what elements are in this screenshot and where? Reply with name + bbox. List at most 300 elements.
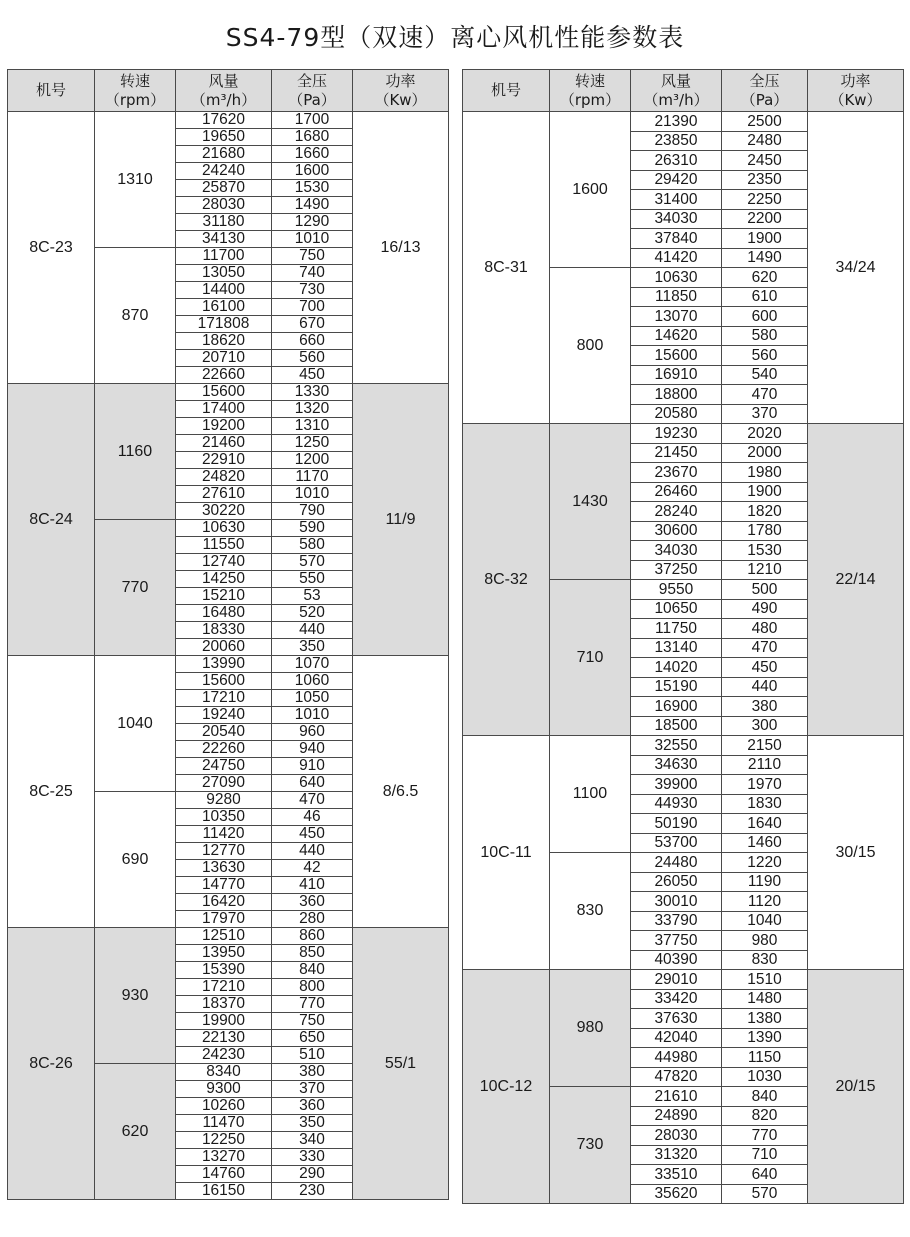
airflow-cell: 10350 [176, 809, 272, 826]
pressure-cell: 46 [272, 809, 353, 826]
rpm-cell: 1430 [550, 424, 631, 580]
airflow-cell: 11470 [176, 1115, 272, 1132]
airflow-cell: 20580 [631, 404, 722, 424]
header-row [8, 70, 449, 112]
pressure-cell: 790 [272, 503, 353, 520]
pressure-cell: 340 [272, 1132, 353, 1149]
airflow-cell: 18620 [176, 333, 272, 350]
airflow-cell: 11850 [631, 287, 722, 307]
pressure-cell: 580 [272, 537, 353, 554]
airflow-cell: 30010 [631, 892, 722, 912]
pressure-cell: 750 [272, 248, 353, 265]
rpm-cell: 1160 [95, 384, 176, 520]
airflow-cell: 24750 [176, 758, 272, 775]
pressure-cell: 1120 [722, 892, 808, 912]
airflow-cell: 22660 [176, 367, 272, 384]
pressure-cell: 660 [272, 333, 353, 350]
airflow-cell: 17620 [176, 112, 272, 129]
pressure-cell: 1510 [722, 970, 808, 990]
pressure-cell: 590 [272, 520, 353, 537]
pressure-cell: 1380 [722, 1009, 808, 1029]
table-row [8, 384, 449, 401]
airflow-cell: 10630 [631, 268, 722, 288]
pressure-cell: 2020 [722, 424, 808, 444]
airflow-cell: 24230 [176, 1047, 272, 1064]
table-row [463, 736, 904, 756]
airflow-cell: 15390 [176, 962, 272, 979]
header-cell [631, 70, 722, 112]
pressure-cell: 380 [722, 697, 808, 717]
header-label: 功率 [385, 71, 416, 90]
airflow-cell: 33420 [631, 989, 722, 1009]
airflow-cell: 12510 [176, 928, 272, 945]
airflow-cell: 16150 [176, 1183, 272, 1200]
pressure-cell: 450 [272, 367, 353, 384]
airflow-cell: 19650 [176, 129, 272, 146]
pressure-cell: 1320 [272, 401, 353, 418]
power-cell: 8/6.5 [353, 656, 449, 928]
airflow-cell: 18330 [176, 622, 272, 639]
pressure-cell: 830 [722, 950, 808, 970]
pressure-cell: 1310 [272, 418, 353, 435]
pressure-cell: 520 [272, 605, 353, 622]
header-unit: （m³/h） [643, 90, 709, 109]
pressure-cell: 560 [722, 346, 808, 366]
airflow-cell: 17970 [176, 911, 272, 928]
airflow-cell: 33790 [631, 911, 722, 931]
airflow-cell: 19200 [176, 418, 272, 435]
pressure-cell: 350 [272, 639, 353, 656]
airflow-cell: 28030 [176, 197, 272, 214]
power-cell: 11/9 [353, 384, 449, 656]
airflow-cell: 24890 [631, 1106, 722, 1126]
pressure-cell: 1210 [722, 560, 808, 580]
header-label: 风量 [208, 71, 239, 90]
airflow-cell: 9300 [176, 1081, 272, 1098]
airflow-cell: 16480 [176, 605, 272, 622]
airflow-cell: 15600 [631, 346, 722, 366]
pressure-cell: 1070 [272, 656, 353, 673]
pressure-cell: 1190 [722, 872, 808, 892]
pressure-cell: 1830 [722, 794, 808, 814]
model-cell: 8C-25 [8, 656, 95, 928]
airflow-cell: 18800 [631, 385, 722, 405]
pressure-cell: 1010 [272, 231, 353, 248]
airflow-cell: 14620 [631, 326, 722, 346]
pressure-cell: 1530 [272, 180, 353, 197]
table-row [463, 970, 904, 990]
pressure-cell: 440 [272, 843, 353, 860]
airflow-cell: 30220 [176, 503, 272, 520]
airflow-cell: 16900 [631, 697, 722, 717]
pressure-cell: 2000 [722, 443, 808, 463]
header-label: 功率 [840, 71, 871, 90]
pressure-cell: 610 [722, 287, 808, 307]
rpm-cell: 1600 [550, 112, 631, 268]
header-cell [353, 70, 449, 112]
pressure-cell: 480 [722, 619, 808, 639]
airflow-cell: 12250 [176, 1132, 272, 1149]
rpm-cell: 980 [550, 970, 631, 1087]
airflow-cell: 26460 [631, 482, 722, 502]
pressure-cell: 750 [272, 1013, 353, 1030]
pressure-cell: 1460 [722, 833, 808, 853]
rpm-cell: 930 [95, 928, 176, 1064]
pressure-cell: 540 [722, 365, 808, 385]
airflow-cell: 11700 [176, 248, 272, 265]
pressure-cell: 490 [722, 599, 808, 619]
power-cell: 22/14 [808, 424, 904, 736]
pressure-cell: 1900 [722, 229, 808, 249]
power-cell: 16/13 [353, 112, 449, 384]
pressure-cell: 1900 [722, 482, 808, 502]
pressure-cell: 300 [722, 716, 808, 736]
airflow-cell: 14020 [631, 658, 722, 678]
pressure-cell: 280 [272, 911, 353, 928]
airflow-cell: 10630 [176, 520, 272, 537]
pressure-cell: 1200 [272, 452, 353, 469]
airflow-cell: 21460 [176, 435, 272, 452]
pressure-cell: 450 [722, 658, 808, 678]
table-row [8, 928, 449, 945]
pressure-cell: 2500 [722, 112, 808, 132]
airflow-cell: 10650 [631, 599, 722, 619]
airflow-cell: 27090 [176, 775, 272, 792]
airflow-cell: 39900 [631, 775, 722, 795]
pressure-cell: 1290 [272, 214, 353, 231]
pressure-cell: 1680 [272, 129, 353, 146]
pressure-cell: 770 [722, 1126, 808, 1146]
airflow-cell: 28030 [631, 1126, 722, 1146]
pressure-cell: 360 [272, 1098, 353, 1115]
airflow-cell: 40390 [631, 950, 722, 970]
pressure-cell: 440 [272, 622, 353, 639]
pressure-cell: 2110 [722, 755, 808, 775]
pressure-cell: 2150 [722, 736, 808, 756]
model-cell: 10C-12 [463, 970, 550, 1204]
airflow-cell: 13070 [631, 307, 722, 327]
airflow-cell: 50190 [631, 814, 722, 834]
airflow-cell: 22130 [176, 1030, 272, 1047]
pressure-cell: 370 [722, 404, 808, 424]
pressure-cell: 1330 [272, 384, 353, 401]
airflow-cell: 14400 [176, 282, 272, 299]
pressure-cell: 470 [722, 385, 808, 405]
airflow-cell: 29010 [631, 970, 722, 990]
airflow-cell: 16910 [631, 365, 722, 385]
pressure-cell: 960 [272, 724, 353, 741]
header-cell [722, 70, 808, 112]
pressure-cell: 740 [272, 265, 353, 282]
airflow-cell: 23850 [631, 131, 722, 151]
airflow-cell: 42040 [631, 1028, 722, 1048]
pressure-cell: 670 [272, 316, 353, 333]
airflow-cell: 24820 [176, 469, 272, 486]
pressure-cell: 1010 [272, 707, 353, 724]
airflow-cell: 34630 [631, 755, 722, 775]
rpm-cell: 690 [95, 792, 176, 928]
pressure-cell: 1030 [722, 1067, 808, 1087]
pressure-cell: 230 [272, 1183, 353, 1200]
pressure-cell: 800 [272, 979, 353, 996]
pressure-cell: 1490 [272, 197, 353, 214]
airflow-cell: 34030 [631, 541, 722, 561]
header-label: 机号 [490, 81, 521, 99]
table-row [8, 112, 449, 129]
airflow-cell: 34030 [631, 209, 722, 229]
pressure-cell: 1600 [272, 163, 353, 180]
airflow-cell: 53700 [631, 833, 722, 853]
model-cell: 8C-26 [8, 928, 95, 1200]
pressure-cell: 560 [272, 350, 353, 367]
airflow-cell: 33510 [631, 1165, 722, 1185]
pressure-cell: 2200 [722, 209, 808, 229]
airflow-cell: 15210 [176, 588, 272, 605]
pressure-cell: 1490 [722, 248, 808, 268]
airflow-cell: 24480 [631, 853, 722, 873]
airflow-cell: 31180 [176, 214, 272, 231]
airflow-cell: 27610 [176, 486, 272, 503]
pressure-cell: 1640 [722, 814, 808, 834]
pressure-cell: 840 [722, 1087, 808, 1107]
pressure-cell: 1660 [272, 146, 353, 163]
airflow-cell: 19900 [176, 1013, 272, 1030]
pressure-cell: 580 [722, 326, 808, 346]
airflow-cell: 25870 [176, 180, 272, 197]
airflow-cell: 19230 [631, 424, 722, 444]
right-spec-table [462, 69, 904, 1204]
airflow-cell: 26050 [631, 872, 722, 892]
page-title: SS4-79型（双速）离心风机性能参数表 [225, 23, 685, 52]
header-unit: （m³/h） [190, 90, 257, 109]
pressure-cell: 940 [272, 741, 353, 758]
airflow-cell: 26310 [631, 151, 722, 171]
rpm-cell: 830 [550, 853, 631, 970]
airflow-cell: 23670 [631, 463, 722, 483]
airflow-cell: 13050 [176, 265, 272, 282]
pressure-cell: 410 [272, 877, 353, 894]
airflow-cell: 12770 [176, 843, 272, 860]
pressure-cell: 1390 [722, 1028, 808, 1048]
model-cell: 8C-31 [463, 112, 550, 424]
header-label: 风量 [660, 71, 691, 90]
rpm-cell: 1100 [550, 736, 631, 853]
pressure-cell: 380 [272, 1064, 353, 1081]
pressure-cell: 500 [722, 580, 808, 600]
pressure-cell: 450 [272, 826, 353, 843]
airflow-cell: 37250 [631, 560, 722, 580]
airflow-cell: 15190 [631, 677, 722, 697]
pressure-cell: 470 [722, 638, 808, 658]
airflow-cell: 19240 [176, 707, 272, 724]
airflow-cell: 37630 [631, 1009, 722, 1029]
airflow-cell: 20540 [176, 724, 272, 741]
pressure-cell: 1480 [722, 989, 808, 1009]
rpm-cell: 730 [550, 1087, 631, 1204]
airflow-cell: 13950 [176, 945, 272, 962]
airflow-cell: 11420 [176, 826, 272, 843]
header-cell [176, 70, 272, 112]
header-label: 转速 [574, 71, 605, 90]
pressure-cell: 330 [272, 1149, 353, 1166]
airflow-cell: 14770 [176, 877, 272, 894]
rpm-cell: 1310 [95, 112, 176, 248]
model-cell: 8C-32 [463, 424, 550, 736]
header-unit: （Kw） [374, 90, 427, 109]
airflow-cell: 35620 [631, 1184, 722, 1204]
pressure-cell: 700 [272, 299, 353, 316]
airflow-cell: 16100 [176, 299, 272, 316]
airflow-cell: 22260 [176, 741, 272, 758]
table-row [463, 112, 904, 132]
airflow-cell: 37840 [631, 229, 722, 249]
power-cell: 34/24 [808, 112, 904, 424]
pressure-cell: 1700 [272, 112, 353, 129]
pressure-cell: 640 [722, 1165, 808, 1185]
model-cell: 8C-24 [8, 384, 95, 656]
pressure-cell: 510 [272, 1047, 353, 1064]
header-unit: （rpm） [559, 90, 621, 109]
airflow-cell: 21390 [631, 112, 722, 132]
pressure-cell: 840 [272, 962, 353, 979]
rpm-cell: 1040 [95, 656, 176, 792]
header-unit: （Pa） [740, 90, 789, 109]
airflow-cell: 12740 [176, 554, 272, 571]
pressure-cell: 860 [272, 928, 353, 945]
pressure-cell: 1780 [722, 521, 808, 541]
pressure-cell: 2350 [722, 170, 808, 190]
pressure-cell: 1040 [722, 911, 808, 931]
airflow-cell: 22910 [176, 452, 272, 469]
pressure-cell: 2480 [722, 131, 808, 151]
pressure-cell: 570 [722, 1184, 808, 1204]
header-unit: （Kw） [829, 90, 882, 109]
pressure-cell: 820 [722, 1106, 808, 1126]
airflow-cell: 30600 [631, 521, 722, 541]
pressure-cell: 1980 [722, 463, 808, 483]
airflow-cell: 20710 [176, 350, 272, 367]
pressure-cell: 1250 [272, 435, 353, 452]
airflow-cell: 13140 [631, 638, 722, 658]
power-cell: 30/15 [808, 736, 904, 970]
header-cell [272, 70, 353, 112]
pressure-cell: 850 [272, 945, 353, 962]
pressure-cell: 1530 [722, 541, 808, 561]
pressure-cell: 290 [272, 1166, 353, 1183]
rpm-cell: 800 [550, 268, 631, 424]
airflow-cell: 21680 [176, 146, 272, 163]
pressure-cell: 360 [272, 894, 353, 911]
header-label: 机号 [35, 81, 66, 99]
pressure-cell: 1060 [272, 673, 353, 690]
power-cell: 20/15 [808, 970, 904, 1204]
pressure-cell: 570 [272, 554, 353, 571]
pressure-cell: 710 [722, 1145, 808, 1165]
rpm-cell: 870 [95, 248, 176, 384]
pressure-cell: 1820 [722, 502, 808, 522]
header-cell [463, 70, 550, 112]
airflow-cell: 11550 [176, 537, 272, 554]
airflow-cell: 21450 [631, 443, 722, 463]
airflow-cell: 41420 [631, 248, 722, 268]
table-row [463, 424, 904, 444]
rpm-cell: 770 [95, 520, 176, 656]
pressure-cell: 600 [722, 307, 808, 327]
left-spec-table [7, 69, 449, 1200]
header-cell [550, 70, 631, 112]
airflow-cell: 24240 [176, 163, 272, 180]
header-cell [95, 70, 176, 112]
pressure-cell: 550 [272, 571, 353, 588]
header-cell [808, 70, 904, 112]
airflow-cell: 31400 [631, 190, 722, 210]
airflow-cell: 14250 [176, 571, 272, 588]
airflow-cell: 47820 [631, 1067, 722, 1087]
airflow-cell: 8340 [176, 1064, 272, 1081]
pressure-cell: 2250 [722, 190, 808, 210]
pressure-cell: 370 [272, 1081, 353, 1098]
airflow-cell: 14760 [176, 1166, 272, 1183]
pressure-cell: 730 [272, 282, 353, 299]
airflow-cell: 20060 [176, 639, 272, 656]
header-label: 全压 [296, 71, 327, 90]
pressure-cell: 470 [272, 792, 353, 809]
airflow-cell: 34130 [176, 231, 272, 248]
airflow-cell: 13270 [176, 1149, 272, 1166]
pressure-cell: 1970 [722, 775, 808, 795]
airflow-cell: 44980 [631, 1048, 722, 1068]
pressure-cell: 2450 [722, 151, 808, 171]
power-cell: 55/1 [353, 928, 449, 1200]
pressure-cell: 440 [722, 677, 808, 697]
model-cell: 10C-11 [463, 736, 550, 970]
pressure-cell: 1050 [272, 690, 353, 707]
pressure-cell: 770 [272, 996, 353, 1013]
airflow-cell: 31320 [631, 1145, 722, 1165]
airflow-cell: 9280 [176, 792, 272, 809]
table-row [8, 656, 449, 673]
pressure-cell: 980 [722, 931, 808, 951]
airflow-cell: 21610 [631, 1087, 722, 1107]
airflow-cell: 13990 [176, 656, 272, 673]
airflow-cell: 32550 [631, 736, 722, 756]
airflow-cell: 13630 [176, 860, 272, 877]
airflow-cell: 29420 [631, 170, 722, 190]
pressure-cell: 1010 [272, 486, 353, 503]
airflow-cell: 16420 [176, 894, 272, 911]
pressure-cell: 53 [272, 588, 353, 605]
airflow-cell: 10260 [176, 1098, 272, 1115]
airflow-cell: 15600 [176, 384, 272, 401]
model-cell: 8C-23 [8, 112, 95, 384]
pressure-cell: 640 [272, 775, 353, 792]
rpm-cell: 710 [550, 580, 631, 736]
header-unit: （Pa） [288, 90, 336, 109]
header-row [463, 70, 904, 112]
header-label: 转速 [119, 71, 150, 90]
pressure-cell: 350 [272, 1115, 353, 1132]
header-cell [8, 70, 95, 112]
header-label: 全压 [749, 71, 780, 90]
pressure-cell: 620 [722, 268, 808, 288]
pressure-cell: 650 [272, 1030, 353, 1047]
airflow-cell: 28240 [631, 502, 722, 522]
pressure-cell: 910 [272, 758, 353, 775]
airflow-cell: 17210 [176, 979, 272, 996]
airflow-cell: 171808 [176, 316, 272, 333]
airflow-cell: 9550 [631, 580, 722, 600]
airflow-cell: 11750 [631, 619, 722, 639]
